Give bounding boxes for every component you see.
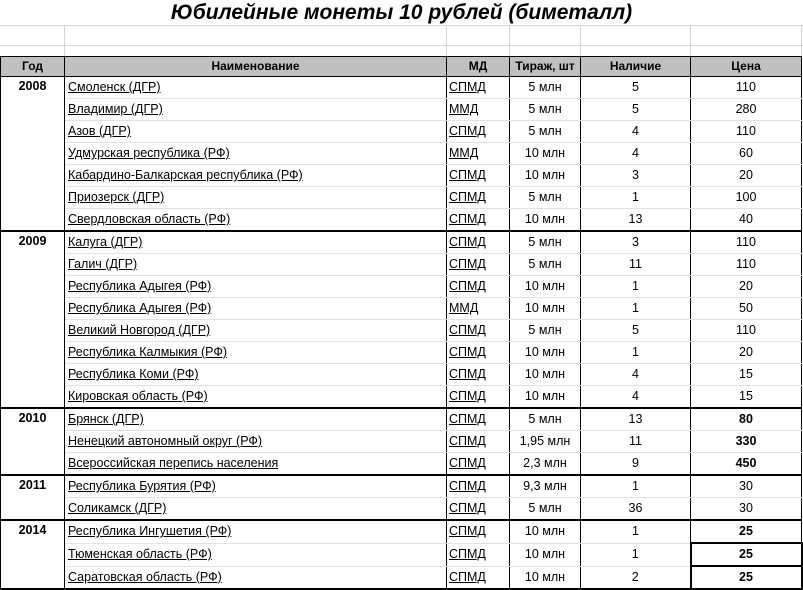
table-row [1,320,802,342]
cell-price[interactable] [691,187,802,209]
cell-name-text: Саратовская область (РФ) [68,569,222,584]
cell-name-text: Кировская область (РФ) [68,389,208,403]
cell-stock-text: 5 [632,80,639,94]
table-row [1,431,802,453]
table-row [1,364,802,386]
cell-mintage[interactable] [510,498,581,521]
cell-stock[interactable] [581,453,691,476]
cell-mintage[interactable] [510,121,581,143]
cell-mintage-text: 5 млн [528,124,562,138]
cell-price-text: 80 [739,412,753,426]
table-row [1,498,802,521]
header-stock[interactable]: Наличие [581,57,691,77]
cell-md-text: СПМД [449,569,486,584]
cell-mintage[interactable] [510,209,581,232]
cell-price[interactable] [691,209,802,232]
header-row [1,57,802,77]
cell-name[interactable] [65,77,447,99]
cell-price-text: 110 [736,323,756,337]
cell-name[interactable] [65,276,447,298]
cell-md[interactable] [447,453,510,476]
cell-price-text: 100 [735,190,757,204]
table-row [1,231,802,254]
cell-price-text: 110 [736,80,756,94]
cell-name-text: Соликамск (ДГР) [68,501,167,515]
cell-mintage-text: 5 млн [528,501,562,515]
cell-name[interactable] [65,566,447,589]
cell-md[interactable] [447,342,510,364]
cell-md-text: ММД [449,146,479,160]
cell-md[interactable] [447,187,510,209]
cell-md-text: СПМД [449,168,486,182]
cell-stock-text: 1 [631,547,639,561]
cell-stock-text: 1 [632,190,639,204]
cell-stock[interactable] [581,320,691,342]
table-row [1,543,802,566]
cell-md-text: ММД [449,301,479,315]
cell-mintage[interactable] [510,165,581,187]
cell-price-text: 110 [736,124,756,138]
cell-stock[interactable] [581,276,691,298]
cell-name[interactable] [65,453,447,476]
cell-name[interactable] [65,475,447,498]
cell-md-text: СПМД [449,257,486,271]
cell-stock-text: 2 [631,569,639,584]
cell-md[interactable] [447,566,510,589]
cell-mintage-text: 5 млн [528,190,562,204]
cell-mintage[interactable] [510,475,581,498]
cell-name-text: Приозерск (ДГР) [68,190,165,204]
cell-price[interactable] [691,386,802,409]
cell-price[interactable] [691,408,802,431]
cell-md-text: СПМД [449,524,486,539]
header-name[interactable]: Наименование [65,57,447,77]
cell-mintage[interactable] [510,453,581,476]
cell-name[interactable] [65,121,447,143]
cell-md[interactable] [447,431,510,453]
cell-mintage-text: 10 млн [524,212,566,226]
cell-price[interactable] [691,342,802,364]
cell-mintage-text: 5 млн [528,80,562,94]
cell-md[interactable] [447,386,510,409]
cell-name[interactable] [65,320,447,342]
cell-mintage[interactable] [510,231,581,254]
cell-md-text: СПМД [449,279,486,293]
cell-name[interactable] [65,342,447,364]
cell-stock[interactable] [581,231,691,254]
cell-stock[interactable] [581,165,691,187]
cell-mintage-text: 1,95 млн [519,434,571,448]
cell-mintage[interactable] [510,187,581,209]
cell-stock[interactable] [581,386,691,409]
cell-price-text: 110 [736,257,756,271]
cell-price[interactable] [691,453,802,476]
cell-name[interactable] [65,187,447,209]
cell-price[interactable] [691,543,802,566]
cell-year[interactable]: 2014 [1,520,65,589]
cell-md-text: СПМД [449,389,486,403]
cell-price[interactable] [691,143,802,165]
cell-price-text: 110 [736,235,756,249]
cell-mintage-text: 5 млн [528,257,562,271]
cell-stock-text: 36 [628,501,643,515]
cell-md-text: СПМД [449,547,486,561]
cell-stock-text: 5 [632,323,639,337]
header-md[interactable]: МД [447,57,510,77]
cell-stock[interactable] [581,298,691,320]
cell-md-text: ММД [449,102,479,116]
table-row [1,408,802,431]
cell-md-text: СПМД [449,124,486,138]
cell-mintage[interactable] [510,386,581,409]
cell-name[interactable] [65,386,447,409]
cell-mintage[interactable] [510,520,581,543]
table-row [1,77,802,99]
cell-md-text: СПМД [449,212,486,226]
cell-price-text: 60 [739,146,753,160]
cell-name[interactable] [65,298,447,320]
cell-stock-text: 1 [632,524,639,539]
table-row [1,165,802,187]
sheet-title: Юбилейные монеты 10 рублей (биметалл) [170,1,633,24]
cell-stock[interactable] [581,408,691,431]
table-row [1,209,802,232]
cell-name-text: Свердловская область (РФ) [68,212,231,226]
cell-stock[interactable] [581,99,691,121]
cell-name[interactable] [65,209,447,232]
cell-stock[interactable] [581,77,691,99]
table-row [1,99,802,121]
cell-stock[interactable] [581,475,691,498]
table-row [1,254,802,276]
cell-price-text: 25 [739,570,753,584]
cell-md[interactable] [447,320,510,342]
cell-md-text: СПМД [449,323,486,337]
cell-stock-text: 1 [632,345,639,359]
cell-name[interactable] [65,143,447,165]
table-row [1,566,802,589]
cell-price[interactable] [691,566,802,589]
cell-name[interactable] [65,231,447,254]
cell-name-text: Всероссийская перепись населения [68,456,279,470]
cell-name[interactable] [65,364,447,386]
cell-stock[interactable] [581,209,691,232]
cell-price-text: 20 [739,168,753,182]
cell-mintage-text: 10 млн [524,345,566,359]
table-row [1,276,802,298]
cell-price-text: 450 [735,456,757,470]
table-row [1,121,802,143]
cell-mintage[interactable] [510,543,581,566]
cell-name-text: Удмурская республика (РФ) [68,146,230,160]
cell-md-text: СПМД [449,345,486,359]
cell-md-text: СПМД [449,367,486,381]
grid-line [0,45,803,46]
cell-md-text: СПМД [449,80,486,94]
table-row [1,143,802,165]
cell-stock[interactable] [581,498,691,521]
spreadsheet-grid[interactable] [0,25,803,584]
cell-name[interactable] [65,520,447,543]
cell-price[interactable] [691,165,802,187]
cell-md-text: СПМД [449,235,486,249]
cell-md[interactable] [447,364,510,386]
cell-name[interactable] [65,99,447,121]
cell-price-text: 25 [739,547,753,561]
cell-mintage-text: 2,3 млн [523,456,567,470]
cell-md[interactable] [447,121,510,143]
cell-stock-text: 3 [632,235,639,249]
table-row [1,475,802,498]
cell-price[interactable] [691,498,802,521]
cell-name-text: Кабардино-Балкарская республика (РФ) [68,168,303,182]
cell-mintage-text: 10 млн [524,367,566,381]
cell-price[interactable] [691,298,802,320]
cell-mintage-text: 10 млн [524,569,566,584]
cell-stock-text: 4 [632,146,639,160]
cell-price-text: 15 [739,367,753,381]
cell-stock[interactable] [581,543,691,566]
cell-mintage[interactable] [510,408,581,431]
cell-mintage[interactable] [510,254,581,276]
cell-stock-text: 11 [629,434,642,448]
cell-year[interactable]: 2010 [1,408,65,475]
cell-name-text: Смоленск (ДГР) [68,80,161,94]
cell-mintage[interactable] [510,431,581,453]
cell-mintage[interactable] [510,77,581,99]
cell-stock[interactable] [581,342,691,364]
table-row [1,298,802,320]
cell-name-text: Республика Ингушетия (РФ) [68,524,232,539]
cell-stock[interactable] [581,431,691,453]
cell-mintage[interactable] [510,276,581,298]
cell-stock[interactable] [581,520,691,543]
cell-stock-text: 1 [632,479,639,493]
table-row [1,386,802,409]
cell-stock-text: 4 [632,367,639,381]
cell-stock-text: 1 [632,279,639,293]
cell-stock-text: 3 [632,168,639,182]
cell-price-text: 40 [739,212,753,226]
cell-md[interactable] [447,475,510,498]
cell-mintage[interactable] [510,566,581,589]
cell-mintage-text: 5 млн [528,323,562,337]
cell-price-text: 25 [739,524,753,538]
cell-price[interactable] [691,475,802,498]
cell-mintage-text: 10 млн [524,301,566,315]
cell-price-text: 50 [739,301,753,315]
cell-price[interactable] [691,431,802,453]
cell-price-text: 20 [739,279,753,293]
cell-md-text: СПМД [449,434,486,448]
cell-year[interactable]: 2008 [1,77,65,232]
cell-md[interactable] [447,143,510,165]
cell-price-text: 20 [739,345,753,359]
table-row [1,520,802,543]
cell-price-text: 15 [739,389,753,403]
cell-mintage-text: 5 млн [528,102,562,116]
cell-price[interactable] [691,520,802,543]
cell-md[interactable] [447,408,510,431]
cell-name[interactable] [65,254,447,276]
cell-price-text: 30 [739,479,753,493]
cell-md[interactable] [447,276,510,298]
cell-price[interactable] [691,254,802,276]
cell-price[interactable] [691,276,802,298]
table-row [1,453,802,476]
cell-name[interactable] [65,543,447,566]
cell-mintage-text: 10 млн [524,389,566,403]
cell-price[interactable] [691,99,802,121]
cell-price-text: 30 [739,501,753,515]
cell-stock-text: 9 [632,456,639,470]
cell-mintage-text: 10 млн [524,524,566,539]
cell-md[interactable] [447,77,510,99]
cell-name-text: Азов (ДГР) [68,124,131,138]
cell-price[interactable] [691,231,802,254]
cell-md-text: СПМД [449,456,486,470]
cell-md[interactable] [447,498,510,521]
cell-md[interactable] [447,209,510,232]
cell-stock[interactable] [581,143,691,165]
cell-mintage[interactable] [510,143,581,165]
cell-md[interactable] [447,298,510,320]
cell-mintage-text: 5 млн [528,412,562,426]
cell-stock-text: 1 [632,301,639,315]
cell-stock[interactable] [581,364,691,386]
cell-price[interactable] [691,320,802,342]
header-mintage[interactable]: Тираж, шт [510,57,581,77]
cell-year[interactable]: 2011 [1,475,65,520]
table-row [1,342,802,364]
cell-name[interactable] [65,431,447,453]
cell-stock-text: 5 [632,102,639,116]
header-price[interactable]: Цена [691,57,802,77]
cell-mintage-text: 10 млн [524,146,566,160]
cell-mintage-text: 5 млн [528,235,562,249]
cell-price-text: 330 [735,434,757,448]
cell-stock-text: 4 [632,389,639,403]
cell-name[interactable] [65,408,447,431]
cell-md[interactable] [447,520,510,543]
cell-mintage-text: 10 млн [524,168,566,182]
cell-price[interactable] [691,364,802,386]
cell-name-text: Владимир (ДГР) [68,102,163,116]
cell-mintage-text: 10 млн [524,279,566,293]
cell-md[interactable] [447,231,510,254]
cell-mintage-text: 9,3 млн [523,479,567,493]
cell-md[interactable] [447,99,510,121]
cell-md[interactable] [447,254,510,276]
cell-md-text: СПМД [449,190,486,204]
cell-price[interactable] [691,77,802,99]
cell-md-text: СПМД [449,501,486,515]
cell-mintage[interactable] [510,320,581,342]
cell-mintage[interactable] [510,99,581,121]
cell-stock[interactable] [581,566,691,589]
cell-name-text: Ненецкий автономный округ (РФ) [68,434,263,448]
cell-year[interactable]: 2009 [1,231,65,408]
cell-mintage-text: 10 млн [524,547,566,561]
cell-mintage[interactable] [510,342,581,364]
cell-md[interactable] [447,165,510,187]
cell-name-text: Тюменская область (РФ) [68,547,212,561]
cell-name[interactable] [65,165,447,187]
cell-md[interactable] [447,543,510,566]
cell-stock-text: 11 [629,257,642,271]
cell-name-text: Республика Адыгея (РФ) [68,279,212,293]
cell-price[interactable] [691,121,802,143]
cell-stock[interactable] [581,187,691,209]
cell-name-text: Республика Коми (РФ) [68,367,199,381]
cell-mintage[interactable] [510,298,581,320]
cell-md-text: СПМД [449,479,486,493]
cell-md-text: СПМД [449,412,486,426]
grid-line [0,25,803,26]
cell-name-text: Калуга (ДГР) [68,235,143,249]
header-year[interactable]: Год [1,57,65,77]
cell-stock-text: 4 [632,124,639,138]
cell-stock-text: 13 [628,212,643,226]
cell-stock[interactable] [581,254,691,276]
cell-name[interactable] [65,498,447,521]
cell-name-text: Республика Бурятия (РФ) [68,479,216,493]
cell-stock[interactable] [581,121,691,143]
cell-price-text: 280 [735,102,757,116]
cell-stock-text: 13 [628,412,643,426]
cell-mintage[interactable] [510,364,581,386]
cell-name-text: Республика Калмыкия (РФ) [68,345,228,359]
cell-name-text: Галич (ДГР) [68,257,138,271]
cell-name-text: Великий Новгород (ДГР) [68,323,211,337]
table-row [1,187,802,209]
cell-name-text: Брянск (ДГР) [68,412,144,426]
cell-name-text: Республика Адыгея (РФ) [68,301,212,315]
coins-table [0,56,803,590]
